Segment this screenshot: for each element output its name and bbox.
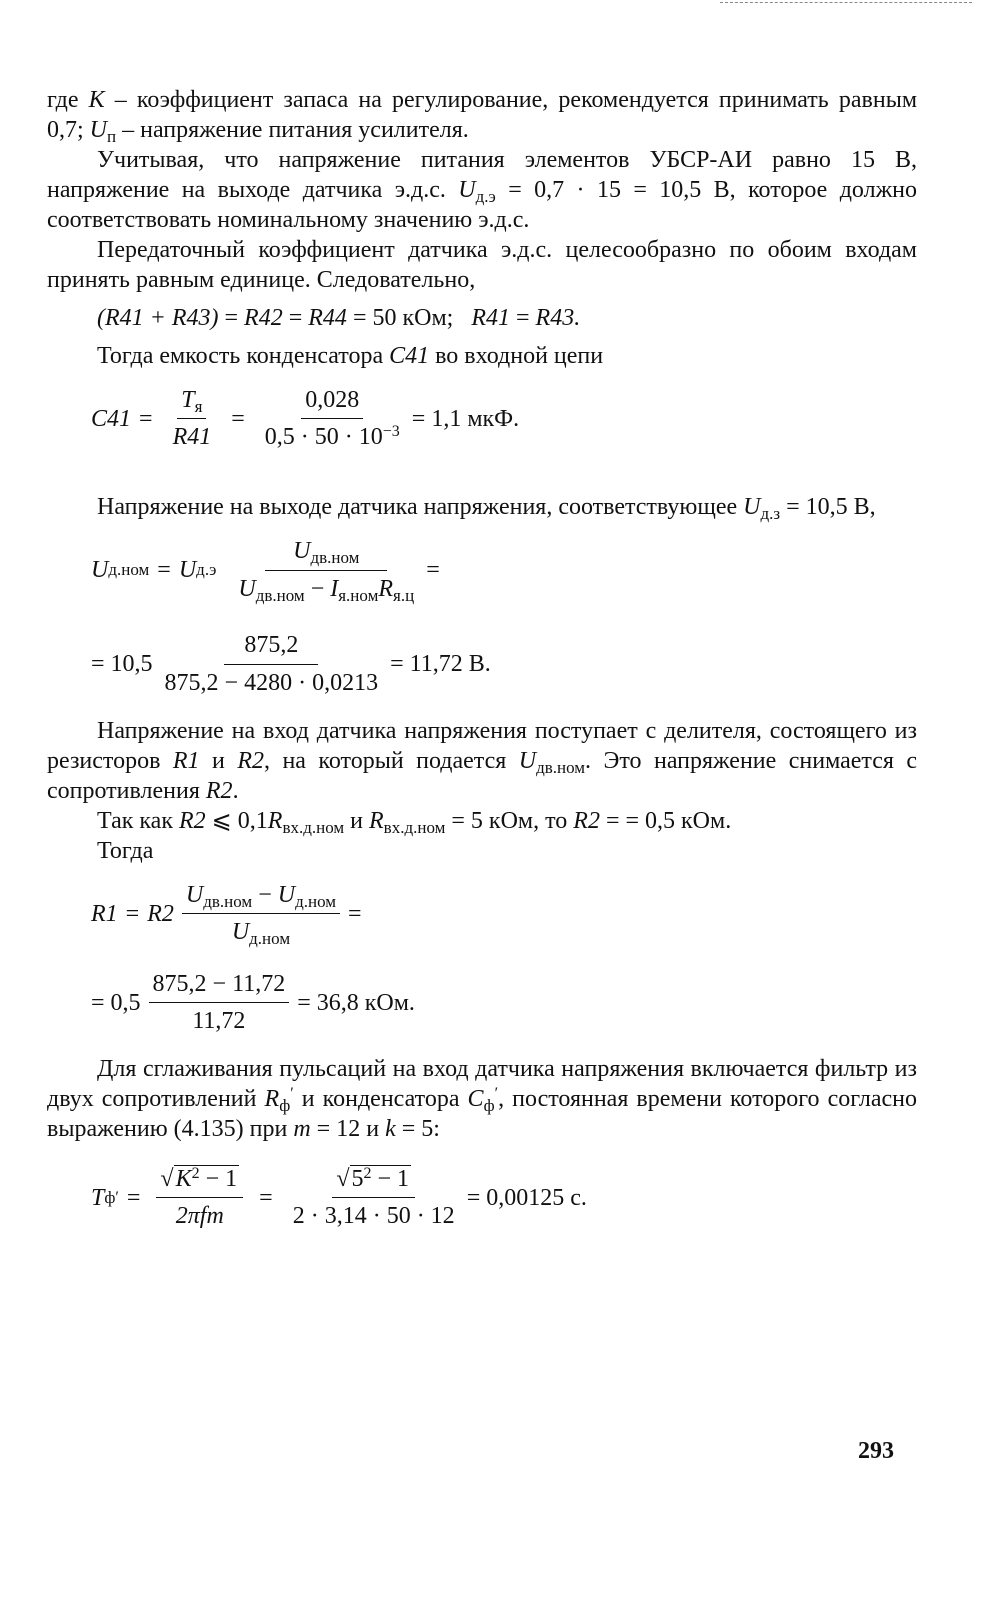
equation-c41: C41 = $\frac{T_я}{R41}$ = $\frac{0,028}{0,5 \cdot 50 \cdot 10^{-3}}$ = 1,1 мкФ.: [91, 387, 520, 450]
fraction-r1: $\frac{U_{дв.ном} - U_{д.ном}}{U_{д.ном}}$: [182, 880, 340, 947]
fraction-udnom: $\frac{U_{дв.ном}}{U_{дв.ном} - I_{я.ном}R_{я.ц}}$: [238, 538, 415, 605]
paragraph-2: Учитывая, что напряжение питания элементов УБСР-АИ равно 15 В, напряжение на выходе датчика э.д.с. $U_{д.э} = 0,7 \cdot 15 = 10,5$ В, которое должно соответствовать номинальному значению э.д.с.: [47, 147, 918, 233]
page-number: 293: [858, 1438, 894, 1464]
paragraph-9: Для сглаживания пульсаций на вход датчика напряжения включается фильтр из двух сопротивлений $R_ф'$ и конденсатора $C_ф'$, постоянная времени которого согласно выражению (4.135) при m = 12 и k = 5:: [47, 1056, 917, 1142]
equation-time-constant: T ф ′ = $\frac{√K^2 - 1}{\text{2πfm}}$ = $\frac{√5^2 - 1}{2 \cdot 3,14 \cdot 50 \cdot 12}$ = 0,00125 с.: [91, 1165, 587, 1229]
equation-r1: R1 = R2 $\frac{U_{дв.ном} - U_{д.ном}}{U_{д.ном}}$ =: [91, 882, 362, 948]
equation-r1-value: = 0,5 $\frac{875,2 - 11,72}{11,72}$ = 36,8 кОм.: [91, 971, 415, 1034]
page-content: [47, 85, 917, 1237]
fraction-tf-formula: $\frac{√K^2 - 1}{\text{2πfm}}$: [156, 1164, 243, 1231]
paragraph-3: Передаточный коэффициент датчика э.д.с. целесообразно по обоим входам принять равным единице. Следовательно,: [47, 237, 917, 293]
equation-udnom-value: = 10,5 $\frac{875,2}{875,2 - 4280 \cdot 0,0213}$ = 11,72 В.: [91, 632, 491, 696]
paragraph-1: где K – коэффициент запаса на регулирование, рекомендуется принимать равным 0,7; $U_п$ – напряжение питания усилителя.: [47, 87, 918, 146]
equation-udnom: U д.ном = U д.э $\frac{U_{дв.ном}}{U_{дв.ном} - I_{я.ном}R_{я.ц}}$ =: [91, 538, 440, 605]
fraction-ty-r41: $\frac{T_я}{R41}$: [172, 387, 212, 450]
equation-resistors: (R41 + R43) = R42 = R44 = 50 кОм; R41 = R43.: [97, 305, 581, 331]
fraction-udnom-value: $\frac{875,2}{875,2 - 4280 \cdot 0,0213}$: [164, 632, 379, 696]
fraction-c41-value: $\frac{0,028}{0,5 \cdot 50 \cdot 10^{-3}}$: [264, 387, 400, 450]
paragraph-4: Тогда емкость конденсатора C41 во входной цепи: [97, 343, 604, 369]
fraction-r1-value: $\frac{875,2 - 11,72}{11,72}$: [149, 969, 290, 1036]
paragraph-7: Так как R2 ⩽ $0,1R_{вх.д.ном}$ и $R_{вх.д.ном} = 5$ кОм, то R2 = = 0,5 кОм.: [97, 808, 732, 837]
fraction-tf-value: $\frac{√5^2 - 1}{2 \cdot 3,14 \cdot 50 \cdot 12}$: [292, 1165, 455, 1229]
paragraph-8: Тогда: [97, 838, 154, 864]
paragraph-5: Напряжение на выходе датчика напряжения, соответствующее $U_{д.з} = 10,5$ В,: [97, 494, 876, 523]
top-rule: [720, 2, 972, 3]
paragraph-6: Напряжение на вход датчика напряжения поступает с делителя, состоящего из резисторов R1 и R2, на который подается $U_{дв.ном}$. Это напряжение снимается с сопротивления R2.: [47, 718, 917, 804]
